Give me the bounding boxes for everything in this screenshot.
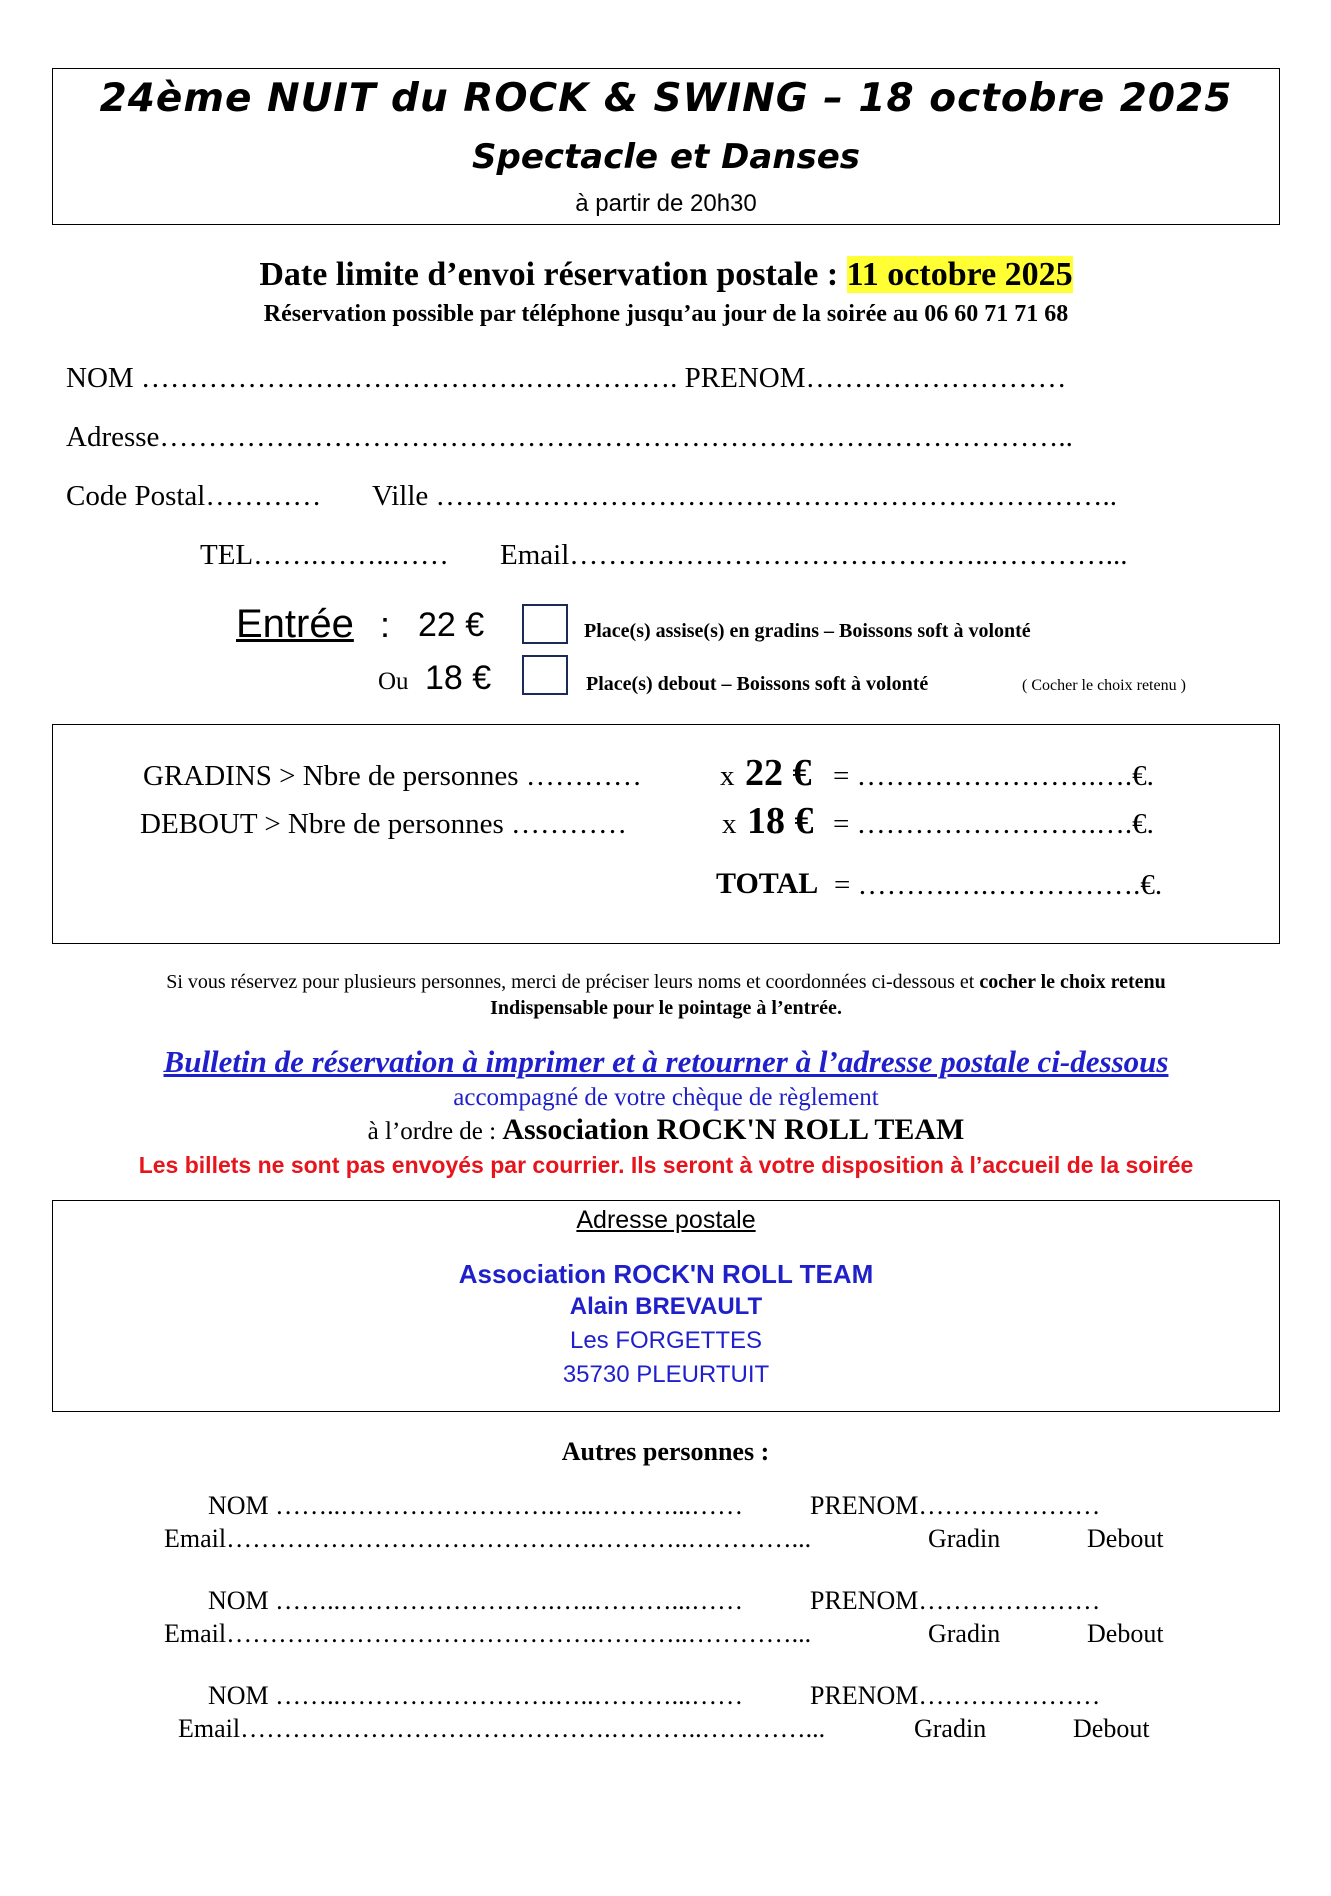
deadline-date: 11 octobre 2025 [846, 256, 1073, 293]
ordre-label: à l’ordre de : [367, 1118, 503, 1145]
person-1-debout[interactable]: Debout [1087, 1524, 1164, 1553]
person-1-nom[interactable]: NOM ……..…………………….…..………...…… [208, 1491, 744, 1520]
start-time: à partir de 20h30 [575, 190, 757, 217]
price-18: 18 € [425, 659, 492, 697]
person-2-nom[interactable]: NOM ……..…………………….…..………...…… [208, 1586, 744, 1615]
bulletin-link[interactable]: Bulletin de réservation à imprimer et à retourner à l’adresse postale ci-dessous [163, 1044, 1169, 1079]
person-1-gradin[interactable]: Gradin [928, 1524, 1001, 1553]
cheque-note: accompagné de votre chèque de règlement [453, 1084, 879, 1111]
adresse-field[interactable]: Adresse………………………………………………………………………………….. [66, 421, 1073, 453]
ordre-line [52, 1113, 1280, 1147]
person-3-email[interactable]: Email…………………………………….………..…………... [178, 1714, 826, 1743]
others-heading: Autres personnes : [561, 1437, 770, 1466]
person-3-nom[interactable]: NOM ……..…………………….…..………...…… [208, 1681, 744, 1710]
notice-line-2: Indispensable pour le pointage à l’entrée. [490, 997, 842, 1019]
total-label: TOTAL [716, 867, 819, 900]
person-3-prenom[interactable]: PRENOM………………… [810, 1681, 1101, 1710]
debout-price: 18 € [747, 800, 814, 842]
email-field[interactable]: Email……………………………………..…………... [500, 539, 1128, 571]
address-heading: Adresse postale [576, 1206, 756, 1234]
address-place: Les FORGETTES [569, 1327, 763, 1354]
gradins-line-label[interactable]: GRADINS > Nbre de personnes ………… [143, 760, 642, 792]
notice-bold: cocher le choix retenu [979, 971, 1166, 993]
phone-note: Réservation possible par téléphone jusqu’au jour de la soirée au 06 60 71 71 68 [263, 301, 1069, 327]
event-title: 24ème NUIT du ROCK & SWING – 18 octobre 2025 [99, 76, 1233, 121]
warning-text: Les billets ne sont pas envoyés par courrier. Ils seront à votre disposition à l’accueil de la soirée [138, 1152, 1194, 1178]
person-2-debout[interactable]: Debout [1087, 1619, 1164, 1648]
person-3-gradin[interactable]: Gradin [914, 1714, 987, 1743]
person-1-prenom[interactable]: PRENOM………………… [810, 1491, 1101, 1520]
debout-line-label[interactable]: DEBOUT > Nbre de personnes ………… [140, 808, 627, 840]
checkbox-debout[interactable] [522, 655, 568, 695]
entree-colon: : [380, 604, 391, 645]
checkbox-gradins[interactable] [522, 604, 568, 644]
person-2-prenom[interactable]: PRENOM………………… [810, 1586, 1101, 1615]
person-3-debout[interactable]: Debout [1073, 1714, 1150, 1743]
code-postal-field[interactable]: Code Postal………… [66, 480, 322, 512]
address-association: Association ROCK'N ROLL TEAM [458, 1259, 874, 1289]
event-subtitle: Spectacle et Danses [472, 137, 860, 177]
person-2-email[interactable]: Email…………………………………….………..…………... [164, 1619, 812, 1648]
person-2-gradin[interactable]: Gradin [928, 1619, 1001, 1648]
gradins-x: x [720, 760, 735, 792]
total-result[interactable]: = ……….….…………….€. [834, 869, 1163, 901]
address-name: Alain BREVAULT [569, 1293, 763, 1320]
debout-x: x [722, 808, 737, 840]
ordre-name: Association ROCK'N ROLL TEAM [502, 1113, 965, 1146]
ou-label: Ou [378, 668, 409, 695]
notice-line-1 [52, 971, 1280, 994]
ville-field[interactable]: Ville …………………………………………………………….. [372, 480, 1117, 512]
deadline-label: Date limite d’envoi réservation postale : [259, 256, 847, 293]
deadline-line [52, 256, 1280, 294]
debout-result[interactable]: = …………………….….€. [833, 808, 1154, 840]
tel-field[interactable]: TEL…….……..…… [200, 539, 449, 571]
gradins-price: 22 € [745, 752, 812, 794]
person-1-email[interactable]: Email…………………………………….………..…………... [164, 1524, 812, 1553]
entree-label: Entrée [236, 602, 354, 646]
notice-text: Si vous réservez pour plusieurs personnes, merci de préciser leurs noms et coordonnées ci-dessous et [166, 971, 980, 993]
gradins-result[interactable]: = …………………….….€. [833, 760, 1154, 792]
nom-prenom-field[interactable]: NOM ………………………………….……………. PRENOM……………………… [66, 362, 1067, 394]
price-22: 22 € [418, 606, 485, 644]
cocher-note: ( Cocher le choix retenu ) [1022, 677, 1186, 694]
desc-18: Place(s) debout – Boissons soft à volonté [586, 673, 929, 695]
desc-22: Place(s) assise(s) en gradins – Boissons soft à volonté [584, 620, 1031, 642]
address-city: 35730 PLEURTUIT [562, 1361, 770, 1388]
